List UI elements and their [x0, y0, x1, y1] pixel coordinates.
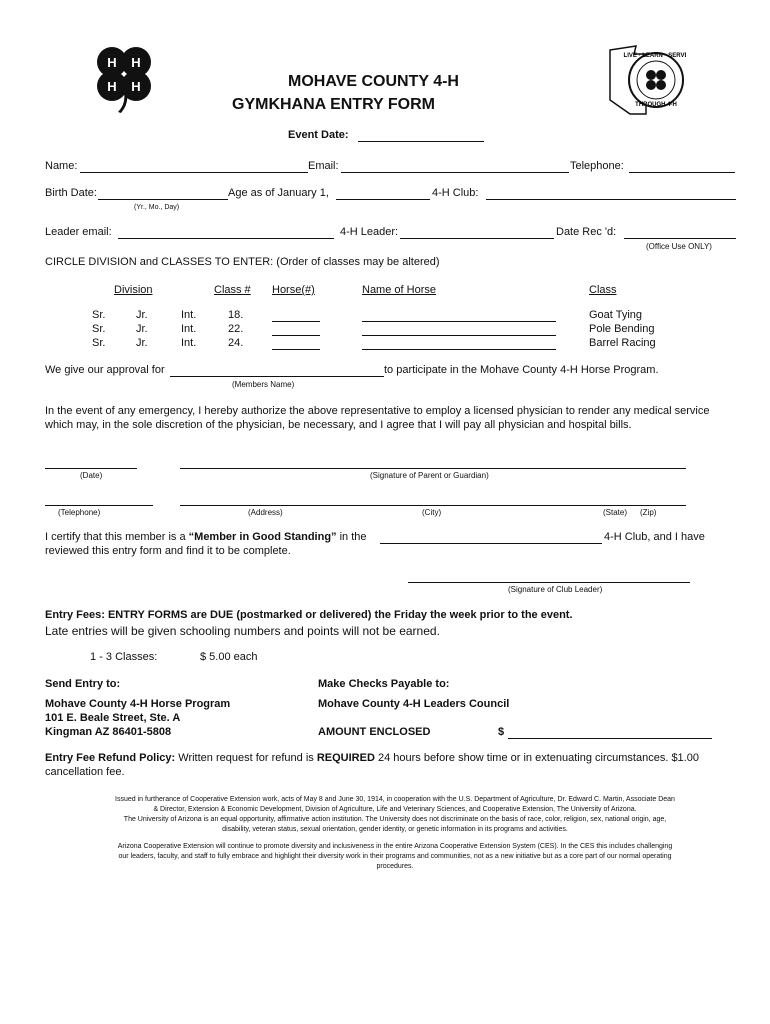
header-horse-number: Horse(#) — [272, 284, 315, 296]
approval-prefix: We give our approval for — [45, 364, 165, 376]
horse-number-field[interactable] — [272, 321, 320, 322]
leader-email-field[interactable] — [118, 238, 334, 239]
footer-line: disability, veteran status, sexual orientation, gender identity, or genetic information in its programs and activities. — [222, 826, 568, 833]
club-leader-signature-field[interactable] — [408, 582, 690, 583]
leader-email-label: Leader email: — [45, 226, 112, 238]
svg-text:H: H — [107, 55, 117, 70]
division-sr[interactable]: Sr. — [92, 323, 106, 335]
class-name: Barrel Racing — [589, 337, 656, 349]
certify-line-1 — [45, 531, 367, 543]
header-class: Class — [589, 284, 617, 296]
footer-line: & Director, Extension & Economic Development, Division of Agriculture, Life and Veterinary Sciences, and Cooperative Extension, The University of Arizona. — [153, 806, 637, 813]
division-jr[interactable]: Jr. — [136, 337, 148, 349]
class-number: 22. — [228, 323, 244, 335]
state-hint: (State) — [603, 508, 628, 517]
division-jr[interactable]: Jr. — [136, 309, 148, 321]
title-line-2: GYMKHANA ENTRY FORM — [232, 96, 435, 113]
header-class-number: Class # — [214, 284, 251, 296]
classes-fee-amount: $ 5.00 each — [200, 651, 258, 663]
emergency-authorization: In the event of any emergency, I hereby authorize the above representative to employ a licensed physician to render any medical service which may, in the sole discretion of the physician, be necessary, and I agree that I will pay all physician and hospital bills. — [45, 405, 710, 431]
refund-required: REQUIRED — [316, 752, 375, 764]
certify-suffix: 4-H Club, and I have — [604, 531, 705, 543]
arizona-4h-emblem — [606, 40, 686, 120]
header-name-of-horse: Name of Horse — [362, 284, 436, 296]
division-sr[interactable]: Sr. — [92, 337, 106, 349]
parent-signature-field[interactable] — [180, 468, 686, 469]
certify-club-field[interactable] — [380, 543, 602, 544]
amount-enclosed-label: AMOUNT ENCLOSED — [318, 726, 431, 738]
event-date-label: Event Date: — [288, 129, 349, 141]
late-entries-note: Late entries will be given schooling numbers and points will not be earned. — [45, 624, 440, 638]
leader-label: 4-H Leader: — [340, 226, 399, 238]
telephone-hint: (Telephone) — [58, 508, 101, 517]
footer-line: The University of Arizona is an equal opportunity, affirmative action institution. The University does not discriminate on the basis of race, color, religion, sex, national origin, age, — [123, 816, 667, 823]
checks-payee: Mohave County 4-H Leaders Council — [318, 698, 510, 710]
horse-name-field[interactable] — [362, 349, 556, 350]
name-field[interactable] — [80, 172, 308, 173]
class-name: Pole Bending — [589, 323, 655, 335]
certify-mid: in the — [336, 531, 367, 543]
email-label: Email: — [308, 160, 339, 172]
send-address-line-1: Mohave County 4-H Horse Program — [45, 698, 231, 710]
date-rec-label: Date Rec 'd: — [556, 226, 617, 238]
division-sr[interactable]: Sr. — [92, 309, 106, 321]
footer-notice — [40, 795, 750, 872]
telephone-field[interactable] — [629, 172, 735, 173]
dollar-sign: $ — [498, 726, 505, 738]
telephone-signature-field[interactable] — [45, 505, 153, 506]
date-hint: (Date) — [80, 471, 103, 480]
footer-line: our leaders, faculty, and staff to fully embrace and highlight their diversity work in their programs and communities, not as a new initiative but as a core part of our normal operating — [118, 853, 672, 860]
refund-text-2: 24 hours before show time or in extenuating circumstances. $1.00 — [374, 752, 699, 764]
svg-text:H: H — [131, 79, 141, 94]
division-jr[interactable]: Jr. — [136, 323, 148, 335]
refund-policy-line-2: cancellation fee. — [45, 766, 125, 778]
member-name-field[interactable] — [170, 376, 384, 377]
svg-text:H: H — [107, 79, 117, 94]
division-int[interactable]: Int. — [181, 337, 197, 349]
horse-number-field[interactable] — [272, 335, 320, 336]
age-label: Age as of January 1, — [228, 187, 329, 199]
city-hint: (City) — [422, 508, 442, 517]
amount-enclosed-field[interactable] — [508, 738, 712, 739]
birth-date-hint: (Yr., Mo., Day) — [134, 204, 180, 211]
footer-line: Arizona Cooperative Extension will continue to promote diversity and inclusiveness in the entire Arizona Cooperative Extension System (CES). In the CES this includes challenging — [117, 843, 673, 850]
horse-number-field[interactable] — [272, 349, 320, 350]
age-field[interactable] — [336, 199, 430, 200]
birth-date-label: Birth Date: — [45, 187, 97, 199]
office-use-hint: (Office Use ONLY) — [646, 242, 712, 251]
send-entry-label: Send Entry to: — [45, 678, 121, 690]
horse-name-field[interactable] — [362, 335, 556, 336]
date-rec-field[interactable] — [624, 238, 736, 239]
footer-line: procedures. — [376, 863, 414, 870]
name-label: Name: — [45, 160, 78, 172]
certify-line-2: reviewed this entry form and find it to be complete. — [45, 545, 291, 557]
division-int[interactable]: Int. — [181, 309, 197, 321]
class-number: 18. — [228, 309, 244, 321]
class-number: 24. — [228, 337, 244, 349]
svg-text:H: H — [131, 55, 141, 70]
division-int[interactable]: Int. — [181, 323, 197, 335]
club-field[interactable] — [486, 199, 736, 200]
refund-text-1: Written request for refund is — [175, 752, 317, 764]
birth-date-field[interactable] — [98, 199, 228, 200]
class-name: Goat Tying — [589, 309, 642, 321]
date-signature-field[interactable] — [45, 468, 137, 469]
send-address-line-3: Kingman AZ 86401-5808 — [45, 726, 172, 738]
classes-fee-label: 1 - 3 Classes: — [90, 651, 158, 663]
send-address-line-2: 101 E. Beale Street, Ste. A — [45, 712, 181, 724]
address-hint: (Address) — [248, 508, 283, 517]
footer-line: Issued in furtherance of Cooperative Extension work, acts of May 8 and June 30, 1914, in cooperation with the U.S. Department of Agriculture, Dr. Edward C. Martin, Associate Dean — [115, 796, 675, 803]
leader-field[interactable] — [400, 238, 554, 239]
svg-text:THROUGH 4-H: THROUGH 4-H — [635, 102, 677, 108]
header-division: Division — [114, 284, 153, 296]
club-label: 4-H Club: — [432, 187, 479, 199]
telephone-label: Telephone: — [570, 160, 624, 172]
certify-good-standing: “Member in Good Standing” — [188, 531, 337, 543]
horse-name-field[interactable] — [362, 321, 556, 322]
certify-prefix: I certify that this member is a — [45, 531, 189, 543]
club-leader-hint: (Signature of Club Leader) — [508, 585, 603, 594]
make-checks-label: Make Checks Payable to: — [318, 678, 450, 690]
entry-fees-heading: Entry Fees: ENTRY FORMS are DUE (postmarked or delivered) the Friday the week prior to the event. — [45, 609, 573, 621]
title-line-1: MOHAVE COUNTY 4-H — [288, 73, 459, 90]
refund-policy-label: Entry Fee Refund Policy: — [45, 752, 176, 764]
event-date-field[interactable] — [358, 141, 484, 142]
svg-text:LIVE · LEARN · SERVE: LIVE · LEARN · SERVE — [623, 53, 686, 59]
address-field[interactable] — [180, 505, 686, 506]
member-name-hint: (Members Name) — [232, 380, 295, 389]
refund-policy — [45, 752, 699, 764]
approval-suffix: to participate in the Mohave County 4-H Horse Program. — [384, 364, 659, 376]
email-field[interactable] — [341, 172, 569, 173]
classes-instruction: CIRCLE DIVISION and CLASSES TO ENTER: (Order of classes may be altered) — [45, 256, 440, 268]
clover-logo — [90, 42, 160, 114]
parent-signature-hint: (Signature of Parent or Guardian) — [370, 471, 489, 480]
zip-hint: (Zip) — [640, 508, 657, 517]
